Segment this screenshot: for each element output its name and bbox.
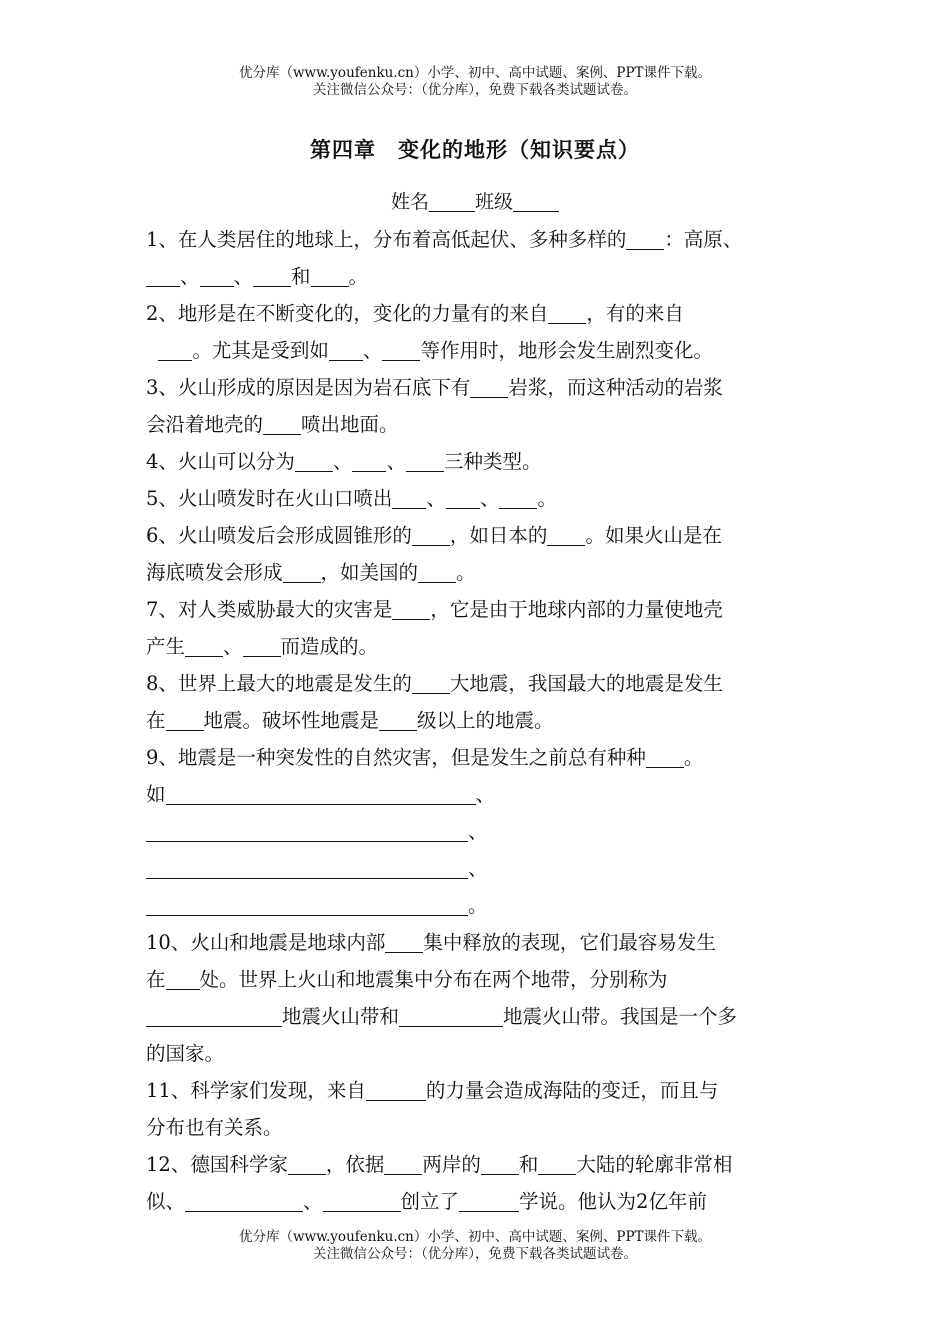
- text: 6、火山喷发后会形成圆锥形的: [146, 524, 412, 547]
- question-list: [146, 221, 818, 1220]
- page-footer: [0, 1229, 950, 1263]
- blank[interactable]: [263, 410, 301, 435]
- text: 大地震，我国最大的地震是发生: [449, 672, 723, 695]
- q2-line-1: [146, 295, 818, 332]
- q6-line-1: [146, 517, 818, 554]
- q12-line-1: [146, 1146, 818, 1183]
- blank[interactable]: [392, 595, 430, 620]
- q3-line-2: [146, 406, 818, 443]
- text: 地震。破坏性地震是: [203, 709, 380, 732]
- blank[interactable]: [146, 262, 180, 287]
- text: 、: [479, 487, 500, 510]
- text: 分布也有关系。: [146, 1116, 283, 1139]
- blank[interactable]: [253, 262, 291, 287]
- blank[interactable]: [146, 1002, 282, 1027]
- q5-line: [146, 480, 818, 517]
- q9-line-4: [146, 850, 818, 887]
- text: 如: [146, 783, 166, 806]
- q1-line-1: [146, 221, 818, 258]
- text: 在: [146, 968, 166, 991]
- q4-line: [146, 443, 818, 480]
- blank[interactable]: [626, 225, 664, 250]
- text: 岩浆，而这种活动的岩浆: [508, 376, 723, 399]
- blank[interactable]: [329, 336, 363, 361]
- page-header: [0, 65, 950, 99]
- blank[interactable]: [146, 854, 468, 879]
- blank[interactable]: [385, 928, 423, 953]
- text: 似、: [146, 1190, 186, 1213]
- q7-line-2: [146, 628, 818, 665]
- text: 地震火山带。我国是一个多: [503, 1005, 738, 1028]
- text: 5、火山喷发时在火山口喷出: [146, 487, 393, 510]
- text: 、: [303, 1190, 323, 1213]
- text: 集中释放的表现，它们最容易发生: [423, 931, 716, 954]
- text: 创立了: [400, 1190, 460, 1213]
- blank[interactable]: [146, 891, 468, 916]
- q9-line-1: [146, 739, 818, 776]
- text: 。如果火山是在: [585, 524, 722, 547]
- text: 9、地震是一种突发性的自然灾害，但是发生之前总有种种: [146, 746, 646, 769]
- blank[interactable]: [412, 521, 450, 546]
- blank[interactable]: [166, 706, 204, 731]
- blank[interactable]: [200, 262, 234, 287]
- footer-line-2: 关注微信公众号：（优分库），免费下载各类试题试卷。: [313, 1246, 637, 1262]
- page-title: 第四章 变化的地形（知识要点）: [310, 137, 640, 162]
- name-class-field: [0, 187, 950, 214]
- q9-line-2: [146, 776, 818, 813]
- text: 。: [348, 265, 369, 288]
- text: 学说。他认为2亿年前: [519, 1190, 707, 1213]
- blank[interactable]: [166, 780, 476, 805]
- text: ，它是由于地球内部的力量使地壳: [430, 598, 723, 621]
- blank[interactable]: [382, 336, 420, 361]
- text: 两岸的: [422, 1153, 481, 1176]
- text: 4、火山可以分为: [146, 450, 295, 473]
- blank[interactable]: [548, 299, 586, 324]
- blank[interactable]: [513, 187, 559, 212]
- blank[interactable]: [406, 447, 444, 472]
- text: 级以上的地震。: [417, 709, 554, 732]
- text: 3、火山形成的原因是因为岩石底下有: [146, 376, 471, 399]
- text: ，如美国的: [320, 561, 419, 584]
- text: 、: [426, 487, 446, 510]
- blank[interactable]: [185, 1187, 303, 1212]
- text: 地震火山带和: [282, 1005, 400, 1028]
- text: 等作用时，地形会发生剧烈变化。: [420, 339, 713, 362]
- text: 、: [332, 450, 353, 473]
- name-label: 姓名: [390, 191, 429, 213]
- blank[interactable]: [399, 1002, 503, 1027]
- text: 8、世界上最大的地震是发生的: [146, 672, 412, 695]
- q9-line-5: [146, 887, 818, 924]
- q10-line-2: [146, 961, 818, 998]
- q8-line-2: [146, 702, 818, 739]
- blank[interactable]: [459, 1187, 519, 1212]
- blank[interactable]: [429, 187, 475, 212]
- q9-line-3: [146, 813, 818, 850]
- q7-line-1: [146, 591, 818, 628]
- blank[interactable]: [412, 669, 450, 694]
- footer-line-1: 优分库（www.youfenku.cn）小学、初中、高中试题、案例、PPT课件下载。: [238, 1229, 712, 1245]
- text: 在: [146, 709, 166, 732]
- q6-line-2: [146, 554, 818, 591]
- q11-line-1: [146, 1072, 818, 1109]
- text: 而造成的。: [280, 635, 379, 658]
- blank[interactable]: [295, 447, 333, 472]
- text: 。: [683, 746, 704, 769]
- blank[interactable]: [499, 484, 537, 509]
- text: 处。世界上火山和地震集中分布在两个地带，分别称为: [199, 968, 668, 991]
- text: 的力量会造成海陆的变迁，而且与: [425, 1079, 719, 1102]
- blank[interactable]: [392, 484, 426, 509]
- text: 三种类型。: [443, 450, 542, 473]
- text: 。: [456, 561, 476, 584]
- text: 、: [223, 635, 243, 658]
- blank[interactable]: [283, 558, 321, 583]
- header-line-2: 关注微信公众号：（优分库），免费下载各类试题试卷。: [313, 82, 637, 98]
- text: 产生: [146, 635, 186, 658]
- blank[interactable]: [158, 336, 192, 361]
- text: ，依据: [325, 1153, 385, 1176]
- text: 11、科学家们发现，来自: [146, 1079, 366, 1102]
- text: 。: [468, 894, 488, 917]
- q3-line-1: [146, 369, 818, 406]
- blank[interactable]: [646, 743, 684, 768]
- blank[interactable]: [379, 706, 417, 731]
- q8-line-1: [146, 665, 818, 702]
- text: 、: [468, 820, 488, 843]
- blank[interactable]: [470, 373, 508, 398]
- blank[interactable]: [323, 1187, 401, 1212]
- text: 10、火山和地震是地球内部: [146, 931, 386, 954]
- text: 、: [386, 450, 406, 473]
- text: ：高原、: [664, 228, 743, 251]
- blank[interactable]: [446, 484, 480, 509]
- text: ，有的来自: [586, 302, 684, 325]
- blank[interactable]: [185, 632, 223, 657]
- text: 和: [291, 265, 311, 288]
- text: 1、在人类居住的地球上，分布着高低起伏、多种多样的: [146, 228, 627, 251]
- blank[interactable]: [538, 1150, 576, 1175]
- blank[interactable]: [146, 817, 468, 842]
- text: 、: [180, 265, 200, 288]
- text: 、: [475, 783, 496, 806]
- q10-line-3: [146, 998, 818, 1035]
- text: 海底喷发会形成: [146, 561, 283, 584]
- blank[interactable]: [366, 1076, 426, 1101]
- q1-line-2: [146, 258, 818, 295]
- blank[interactable]: [243, 632, 281, 657]
- text: 会沿着地壳的: [146, 413, 264, 436]
- blank[interactable]: [418, 558, 456, 583]
- blank[interactable]: [311, 262, 349, 287]
- text: 2、地形是在不断变化的，变化的力量有的来自: [146, 302, 549, 325]
- text: ，如日本的: [449, 524, 548, 547]
- text: 和: [518, 1153, 539, 1176]
- text: 的国家。: [146, 1042, 225, 1065]
- text: 。: [537, 487, 557, 510]
- q12-line-2: [146, 1183, 818, 1220]
- q2-line-2: [146, 332, 818, 369]
- text: 大陆的轮廓非常相: [576, 1153, 733, 1176]
- blank[interactable]: [288, 1150, 326, 1175]
- text: 7、对人类威胁最大的灾害是: [146, 598, 393, 621]
- q11-line-2: [146, 1109, 818, 1146]
- blank[interactable]: [384, 1150, 422, 1175]
- blank[interactable]: [547, 521, 585, 546]
- class-label: 班级: [475, 191, 514, 213]
- q10-line-1: [146, 924, 818, 961]
- blank[interactable]: [352, 447, 386, 472]
- text: 喷出地面。: [301, 413, 399, 436]
- text: 、: [362, 339, 383, 362]
- text: 12、德国科学家: [146, 1153, 288, 1176]
- blank[interactable]: [481, 1150, 519, 1175]
- text: 。尤其是受到如: [192, 339, 329, 362]
- blank[interactable]: [166, 965, 200, 990]
- q10-line-4: [146, 1035, 818, 1072]
- text: 、: [468, 857, 488, 880]
- header-line-1: 优分库（www.youfenku.cn）小学、初中、高中试题、案例、PPT课件下载。: [238, 65, 712, 81]
- text: 、: [233, 265, 254, 288]
